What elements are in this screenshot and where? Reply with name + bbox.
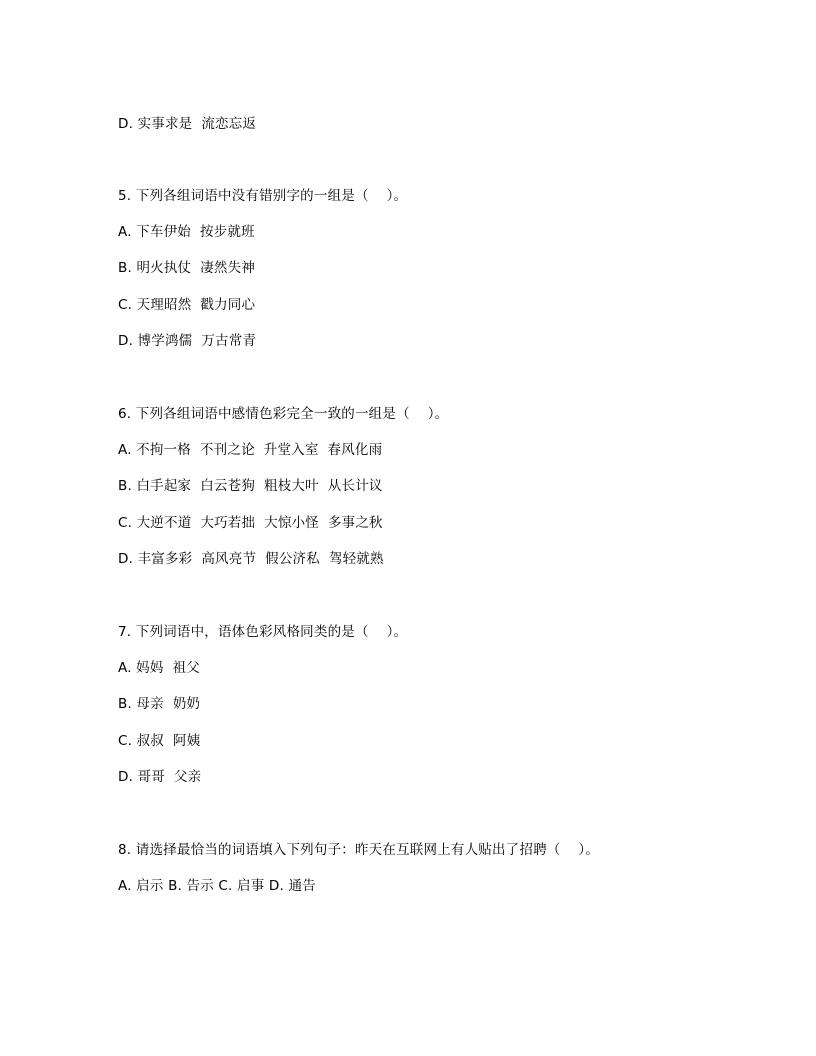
q5-stem: 5. 下列各组词语中没有错别字的一组是（ ）。 <box>118 188 408 204</box>
q4-option-d: D. 实事求是 流恋忘返 <box>118 116 257 132</box>
q7-option-a: A. 妈妈 祖父 <box>118 660 200 676</box>
q5-option-d: D. 博学鸿儒 万古常青 <box>118 333 257 349</box>
q6-stem: 6. 下列各组词语中感情色彩完全一致的一组是（ ）。 <box>118 406 449 422</box>
q6-option-c: C. 大逆不道 大巧若拙 大惊小怪 多事之秋 <box>118 515 383 531</box>
q6-option-b: B. 白手起家 白云苍狗 粗枝大叶 从长计议 <box>118 478 383 494</box>
q7-option-c: C. 叔叔 阿姨 <box>118 733 201 749</box>
q5-option-a: A. 下车伊始 按步就班 <box>118 224 255 240</box>
q8-stem: 8. 请选择最恰当的词语填入下列句子：昨天在互联网上有人贴出了招聘（ ）。 <box>118 842 600 858</box>
q8-options: A. 启示 B. 告示 C. 启事 D. 通告 <box>118 878 316 894</box>
q6-option-d: D. 丰富多彩 高风亮节 假公济私 驾轻就熟 <box>118 551 384 567</box>
q5-option-c: C. 天理昭然 戳力同心 <box>118 297 256 313</box>
q7-stem: 7. 下列词语中，语体色彩风格同类的是（ ）。 <box>118 624 408 640</box>
q5-option-b: B. 明火执仗 凄然失神 <box>118 260 256 276</box>
q6-option-a: A. 不拘一格 不刊之论 升堂入室 春风化雨 <box>118 442 383 458</box>
q7-option-b: B. 母亲 奶奶 <box>118 696 201 712</box>
q7-option-d: D. 哥哥 父亲 <box>118 769 202 785</box>
